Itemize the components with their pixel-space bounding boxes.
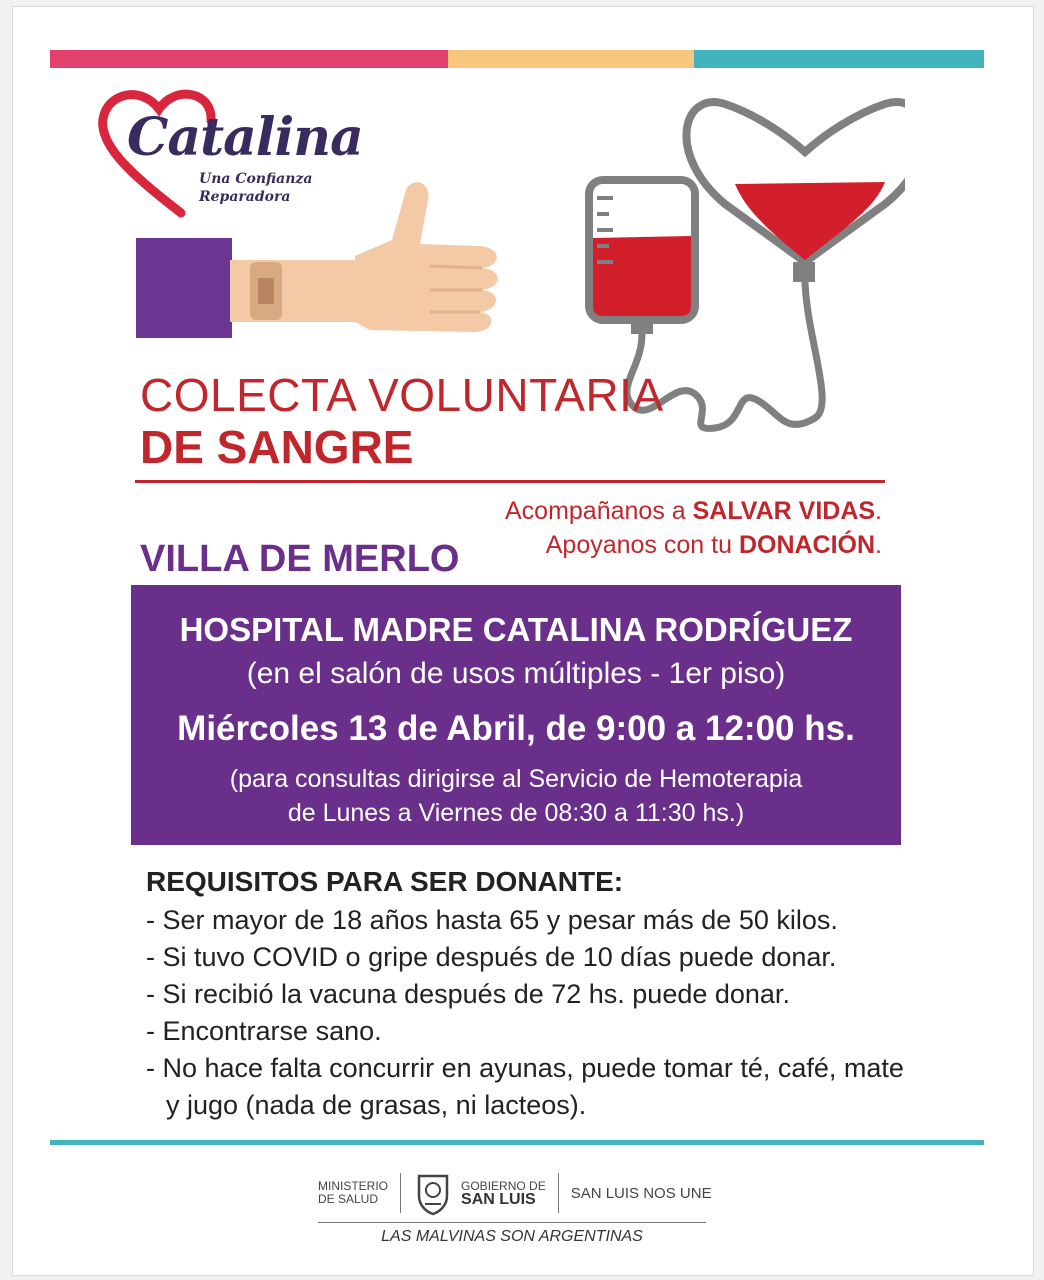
requirement-item: - Si tuvo COVID o gripe después de 10 días puede donar. <box>146 942 837 972</box>
top-bar-pink <box>50 50 448 68</box>
event-location: (en el salón de usos múltiples - 1er piso) <box>246 657 786 690</box>
footer-divider <box>318 1222 706 1223</box>
requirement-item: - Ser mayor de 18 años hasta 65 y pesar más de 50 kilos. <box>146 905 838 935</box>
campaign-title-line-1: COLECTA VOLUNTARIA <box>140 369 664 421</box>
footer-separator <box>400 1173 401 1213</box>
malvinas-statement: LAS MALVINAS SON ARGENTINAS <box>381 1228 643 1245</box>
campaign-title-line-2: DE SANGRE <box>140 421 414 473</box>
sleeve <box>136 238 232 338</box>
slogan <box>505 494 882 562</box>
logo-name: Catalina <box>127 107 363 168</box>
footer-logos <box>318 1168 712 1218</box>
consult-info-line-1: (para consultas dirigirse al Servicio de Hemoterapia <box>229 765 803 793</box>
footer-separator <box>558 1173 559 1213</box>
consult-info-line-2: de Lunes a Viernes de 08:30 a 11:30 hs.) <box>287 799 745 827</box>
forearm <box>230 260 360 322</box>
requirement-item: - No hace falta concurrir en ayunas, puede tomar té, café, mate y jugo (nada de grasas, ni lacteos). <box>146 1053 904 1120</box>
san-luis-shield-icon <box>413 1170 453 1216</box>
logo-tagline-1: Una Confianza <box>199 171 313 187</box>
requirements-title: REQUISITOS PARA SER DONANTE: <box>146 866 624 897</box>
thumbs-up-arm-illustration <box>130 180 510 350</box>
slogan-line-1: Acompañanos a SALVAR VIDAS. <box>505 497 882 525</box>
top-bar-yellow <box>448 50 694 68</box>
event-info-box <box>131 585 901 845</box>
requirement-item: - Encontrarse sano. <box>146 1016 382 1046</box>
ministry-logo: MINISTERIO DE SALUD <box>318 1179 389 1206</box>
thumbs-up-hand <box>355 182 498 332</box>
government-logo: GOBIERNO DE SAN LUIS <box>461 1179 546 1208</box>
slogan-line-2: Apoyanos con tu DONACIÓN. <box>545 531 882 559</box>
event-date: Miércoles 13 de Abril, de 9:00 a 12:00 hs. <box>177 709 855 748</box>
requirements-list <box>146 902 906 1124</box>
government-motto: SAN LUIS NOS UNE <box>570 1184 712 1202</box>
bottom-color-bar <box>50 1140 984 1145</box>
title-divider <box>135 480 885 483</box>
logo-tagline-2: Reparadora <box>199 189 291 205</box>
hospital-name: HOSPITAL MADRE CATALINA RODRÍGUEZ <box>179 611 853 648</box>
top-bar-teal <box>694 50 984 68</box>
top-color-bar <box>50 50 984 68</box>
city-heading: VILLA DE MERLO <box>140 538 460 580</box>
requirement-item: - Si recibió la vacuna después de 72 hs. puede donar. <box>146 979 790 1009</box>
